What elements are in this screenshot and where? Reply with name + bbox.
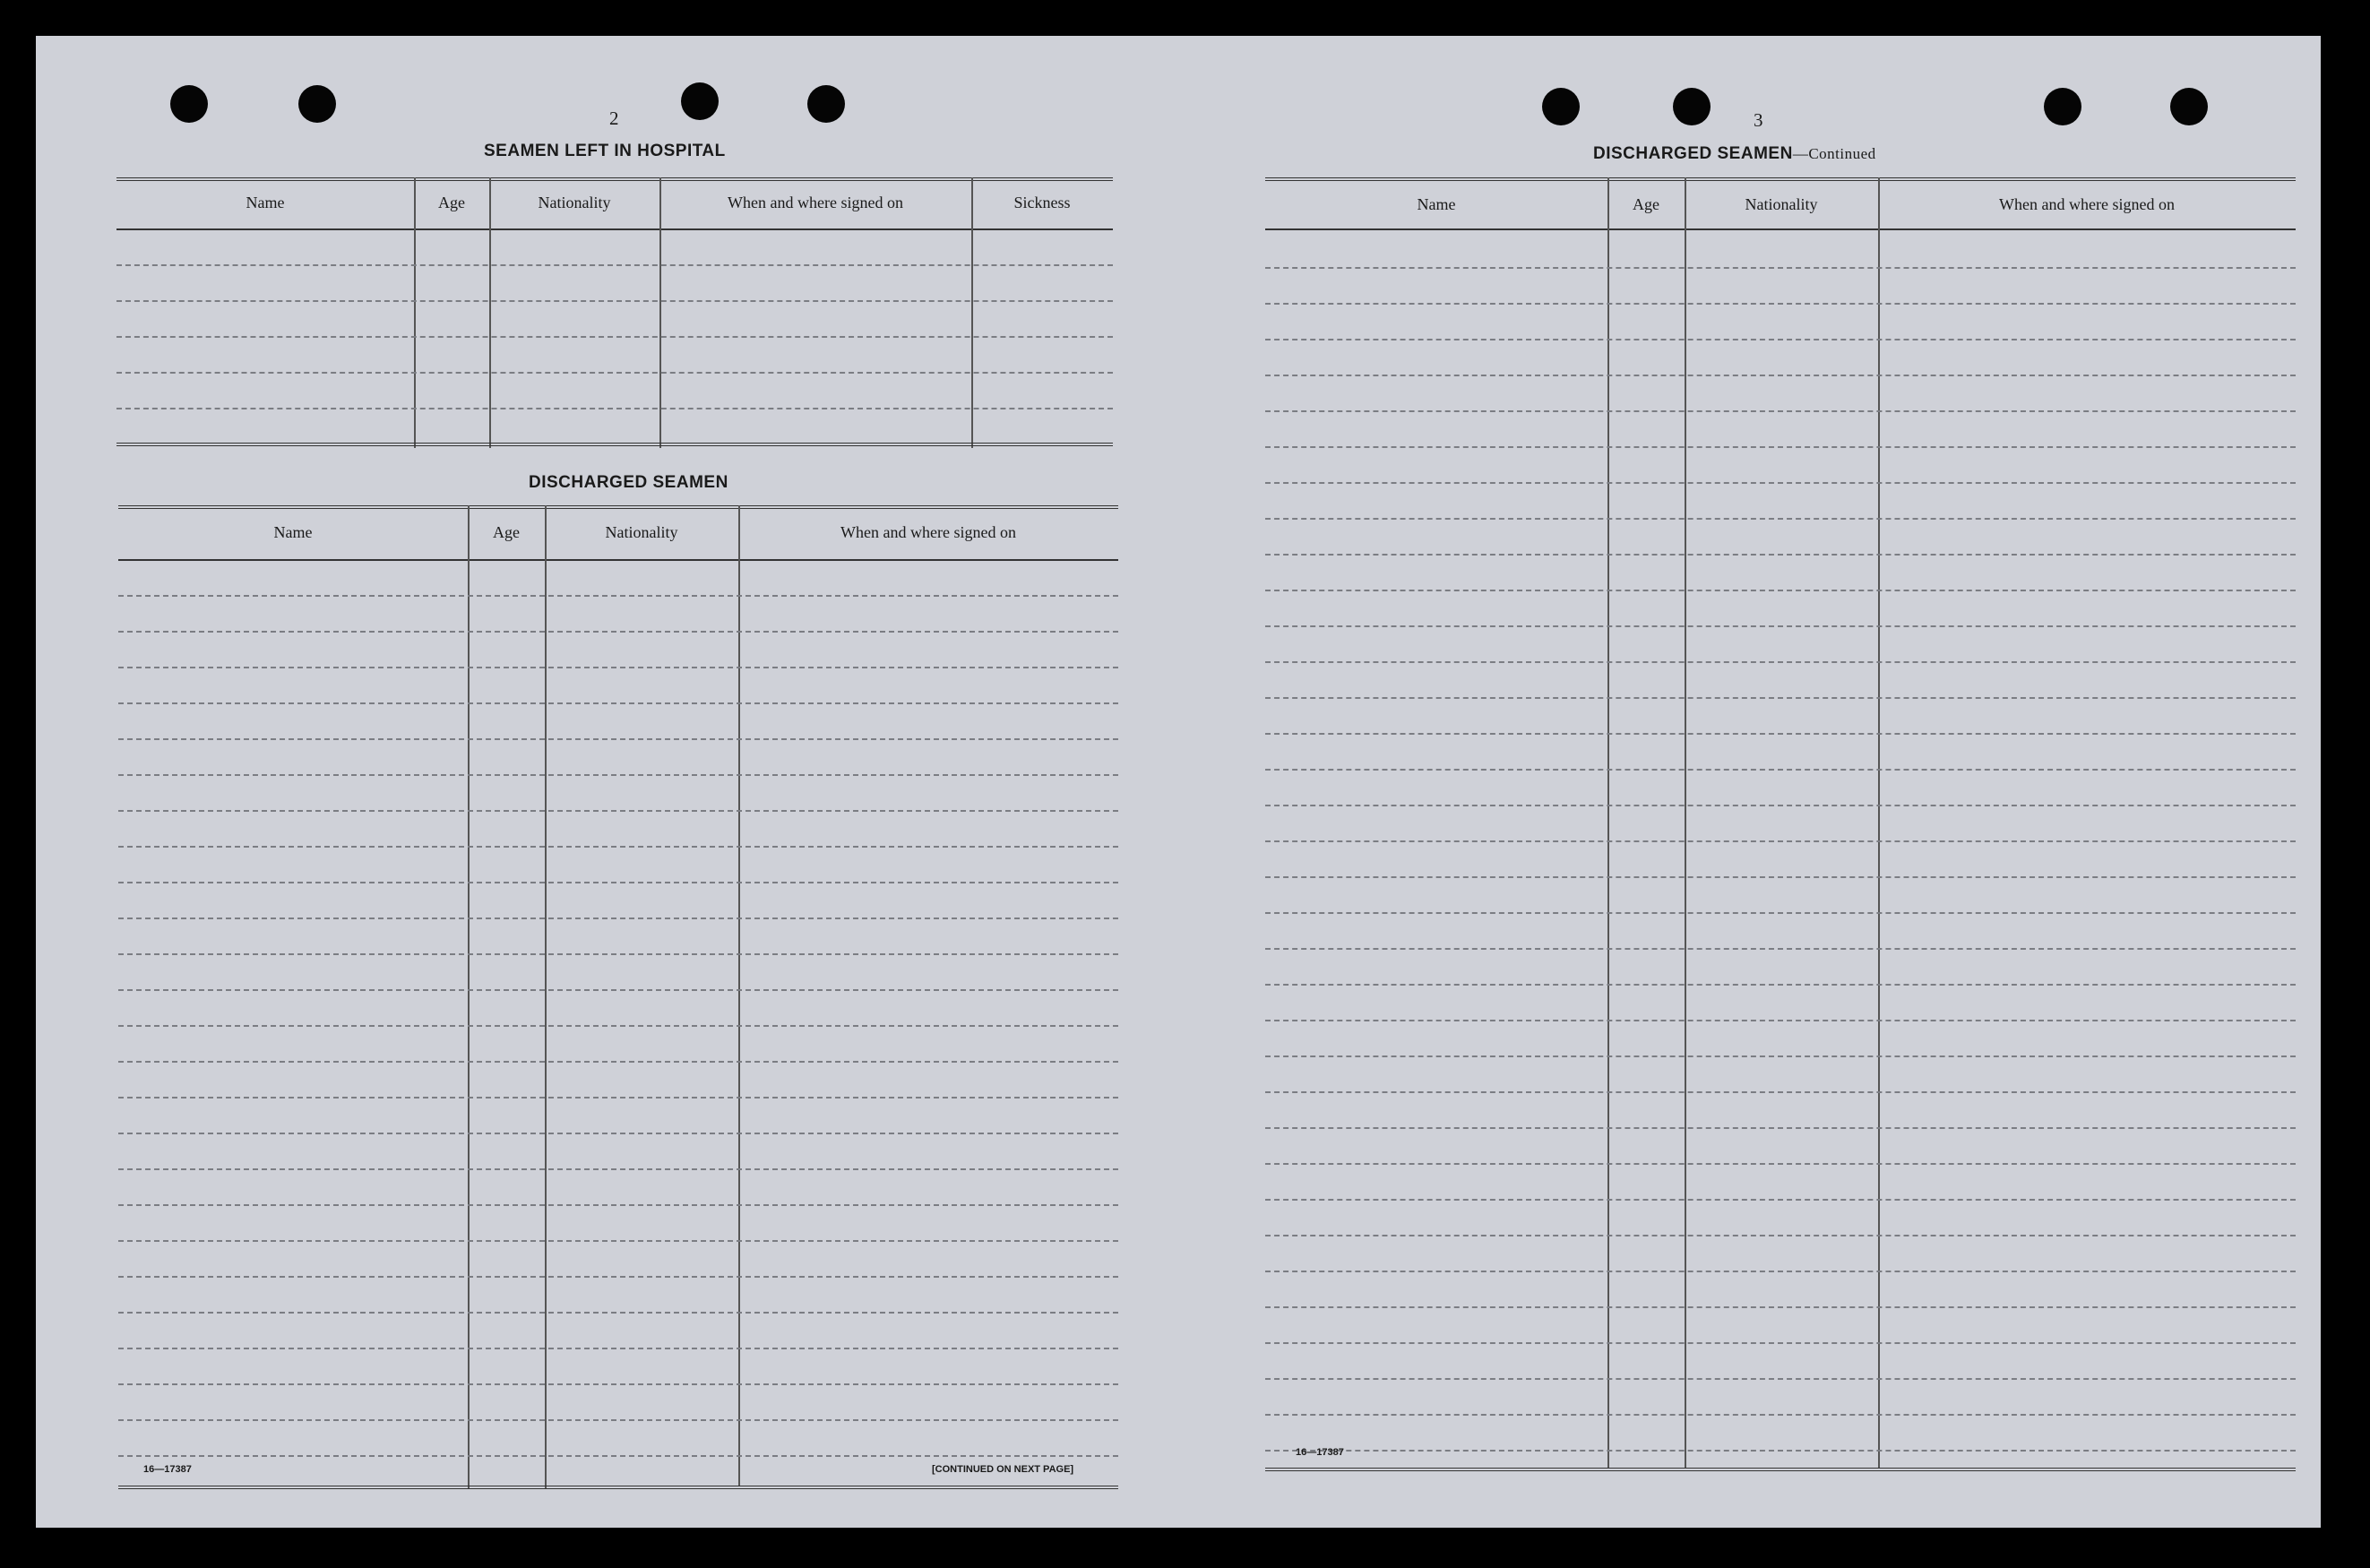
table-row [118, 1204, 1118, 1206]
table-row [118, 774, 1118, 776]
table-row [1265, 840, 2296, 842]
discharged-col-age: Age [493, 523, 520, 541]
table-row [118, 989, 1118, 991]
table-row [116, 336, 1113, 338]
table-row [1265, 1091, 2296, 1093]
punch-hole [2044, 88, 2081, 125]
discharged-continued-suffix: —Continued [1792, 145, 1876, 162]
table-row [1265, 482, 2296, 484]
table-row [116, 408, 1113, 409]
table-row [1265, 805, 2296, 806]
table-row [1265, 625, 2296, 627]
table-row [1265, 876, 2296, 878]
table-row [1265, 1450, 2296, 1452]
punch-hole [298, 85, 336, 123]
table-row [118, 882, 1118, 883]
continued-col-nationality: Nationality [1745, 195, 1818, 213]
table-row [118, 1061, 1118, 1063]
table-row [118, 1419, 1118, 1421]
table-row [1265, 1342, 2296, 1344]
discharged-table-right [1265, 177, 2296, 1473]
hospital-col-age: Age [438, 194, 465, 211]
table-row [118, 846, 1118, 848]
discharged-col-name: Name [273, 523, 313, 541]
discharged-col-signed-on: When and where signed on [840, 523, 1016, 541]
left-page-number: 2 [609, 108, 619, 129]
punch-hole [1542, 88, 1580, 125]
table-row [118, 1240, 1118, 1242]
discharged-continued-title [1593, 144, 1876, 164]
table-row [1265, 1378, 2296, 1380]
discharged-col-nationality: Nationality [605, 523, 678, 541]
table-row [1265, 339, 2296, 340]
table-row [1265, 912, 2296, 914]
table-row [1265, 554, 2296, 556]
table-row [1265, 410, 2296, 412]
table-row [1265, 984, 2296, 986]
table-row [1265, 1127, 2296, 1129]
table-row [1265, 697, 2296, 699]
table-row [118, 1455, 1118, 1457]
table-row [118, 667, 1118, 668]
document-scan [36, 36, 2321, 1528]
table-row [1265, 303, 2296, 305]
discharged-table-left [118, 505, 1118, 1491]
table-row [1265, 1306, 2296, 1308]
table-row [118, 1348, 1118, 1349]
punch-hole [807, 85, 845, 123]
punch-hole [1673, 88, 1711, 125]
discharged-section-title: DISCHARGED SEAMEN [529, 473, 728, 492]
table-row [1265, 1163, 2296, 1165]
table-row [1265, 1271, 2296, 1272]
table-row [118, 631, 1118, 633]
table-row [118, 738, 1118, 740]
hospital-col-name: Name [246, 194, 285, 211]
right-form-number: 16—17387 [1296, 1447, 1344, 1458]
punch-hole [170, 85, 208, 123]
table-row [1265, 267, 2296, 269]
punch-hole [681, 82, 719, 120]
continued-note: [CONTINUED ON NEXT PAGE] [932, 1464, 1074, 1475]
table-row [1265, 1414, 2296, 1416]
continued-col-age: Age [1633, 195, 1659, 213]
table-row [118, 1133, 1118, 1134]
table-row [118, 810, 1118, 812]
punch-hole [2170, 88, 2208, 125]
table-row [1265, 733, 2296, 735]
right-page-number: 3 [1754, 109, 1763, 131]
table-row [1265, 1199, 2296, 1201]
continued-col-name: Name [1417, 195, 1456, 213]
hospital-table [116, 177, 1113, 448]
table-row [116, 372, 1113, 374]
table-row [118, 1276, 1118, 1278]
continued-col-signed-on: When and where signed on [1999, 195, 2175, 213]
table-row [118, 1097, 1118, 1098]
table-row [118, 1025, 1118, 1027]
table-row [118, 702, 1118, 704]
hospital-col-sickness: Sickness [1013, 194, 1071, 211]
discharged-continued-title-main: DISCHARGED SEAMEN [1593, 144, 1793, 163]
table-row [1265, 661, 2296, 663]
table-row [118, 1312, 1118, 1314]
left-form-number: 16—17387 [143, 1464, 192, 1475]
hospital-col-signed-on: When and where signed on [728, 194, 903, 211]
table-row [1265, 1235, 2296, 1236]
table-row [1265, 446, 2296, 448]
table-row [118, 918, 1118, 919]
table-row [118, 953, 1118, 955]
table-row [116, 300, 1113, 302]
hospital-col-nationality: Nationality [538, 194, 611, 211]
table-row [116, 264, 1113, 266]
table-row [1265, 375, 2296, 376]
table-row [1265, 518, 2296, 520]
table-row [1265, 1020, 2296, 1021]
table-row [118, 595, 1118, 597]
table-row [118, 1168, 1118, 1170]
table-row [1265, 590, 2296, 591]
table-row [1265, 769, 2296, 771]
table-row [1265, 948, 2296, 950]
hospital-section-title: SEAMEN LEFT IN HOSPITAL [484, 142, 726, 160]
table-row [118, 1383, 1118, 1385]
table-row [1265, 1055, 2296, 1057]
